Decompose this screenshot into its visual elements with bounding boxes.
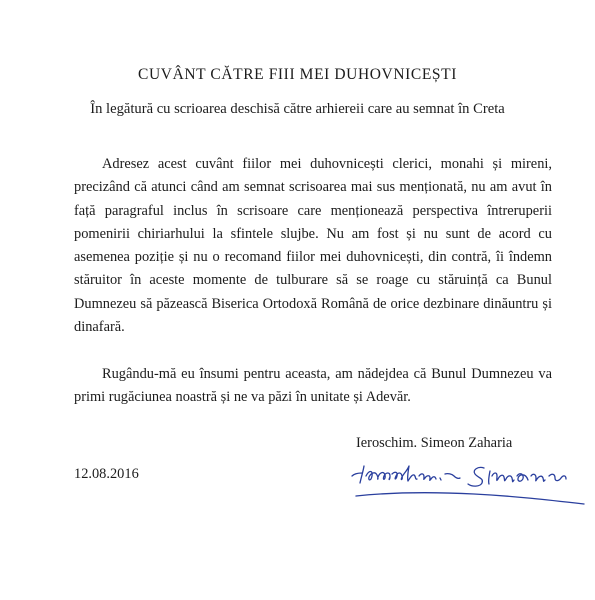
document-subtitle: În legătură cu scrioarea deschisă către arhiereii care au semnat în Creta — [90, 101, 505, 117]
document-title: CUVÂNT CĂTRE FIII MEI DUHOVNICEȘTI — [138, 66, 457, 83]
body-paragraph-2 — [74, 363, 552, 410]
paragraph-text: Rugându-mă eu însumi pentru aceasta, am nădejdea că Bunul Dumnezeu va primi rugăciunea noastră și ne va păzi în unitate și Adevăr. — [74, 366, 552, 406]
handwritten-signature — [344, 454, 589, 534]
paragraph-text: Adresez acest cuvânt fiilor mei duhovnicești clerici, monahi și mireni, precizând că atunci când am semnat scrisoarea mai sus menționată, nu am avut în față paragraful inclus în scrisoare care menționează perspectiva întreruperii pomenirii chiriarhului la sfintele slujbe. Nu am fost și nu sunt de acord cu asemenea poziție și nu o recomand fiilor mei duhovnicești, din contră, îi îndemn stăruitor în aceste momente de tulburare să se roage cu stăruință ca Bunul Dumnezeu să păzească Biserica Ortodoxă Română de orice dezbinare dinăuntru și dinafară. — [74, 156, 552, 336]
body-paragraph-1 — [74, 153, 552, 339]
document-date: 12.08.2016 — [74, 466, 139, 482]
signer-name: Ieroschim. Simeon Zaharia — [356, 435, 513, 451]
